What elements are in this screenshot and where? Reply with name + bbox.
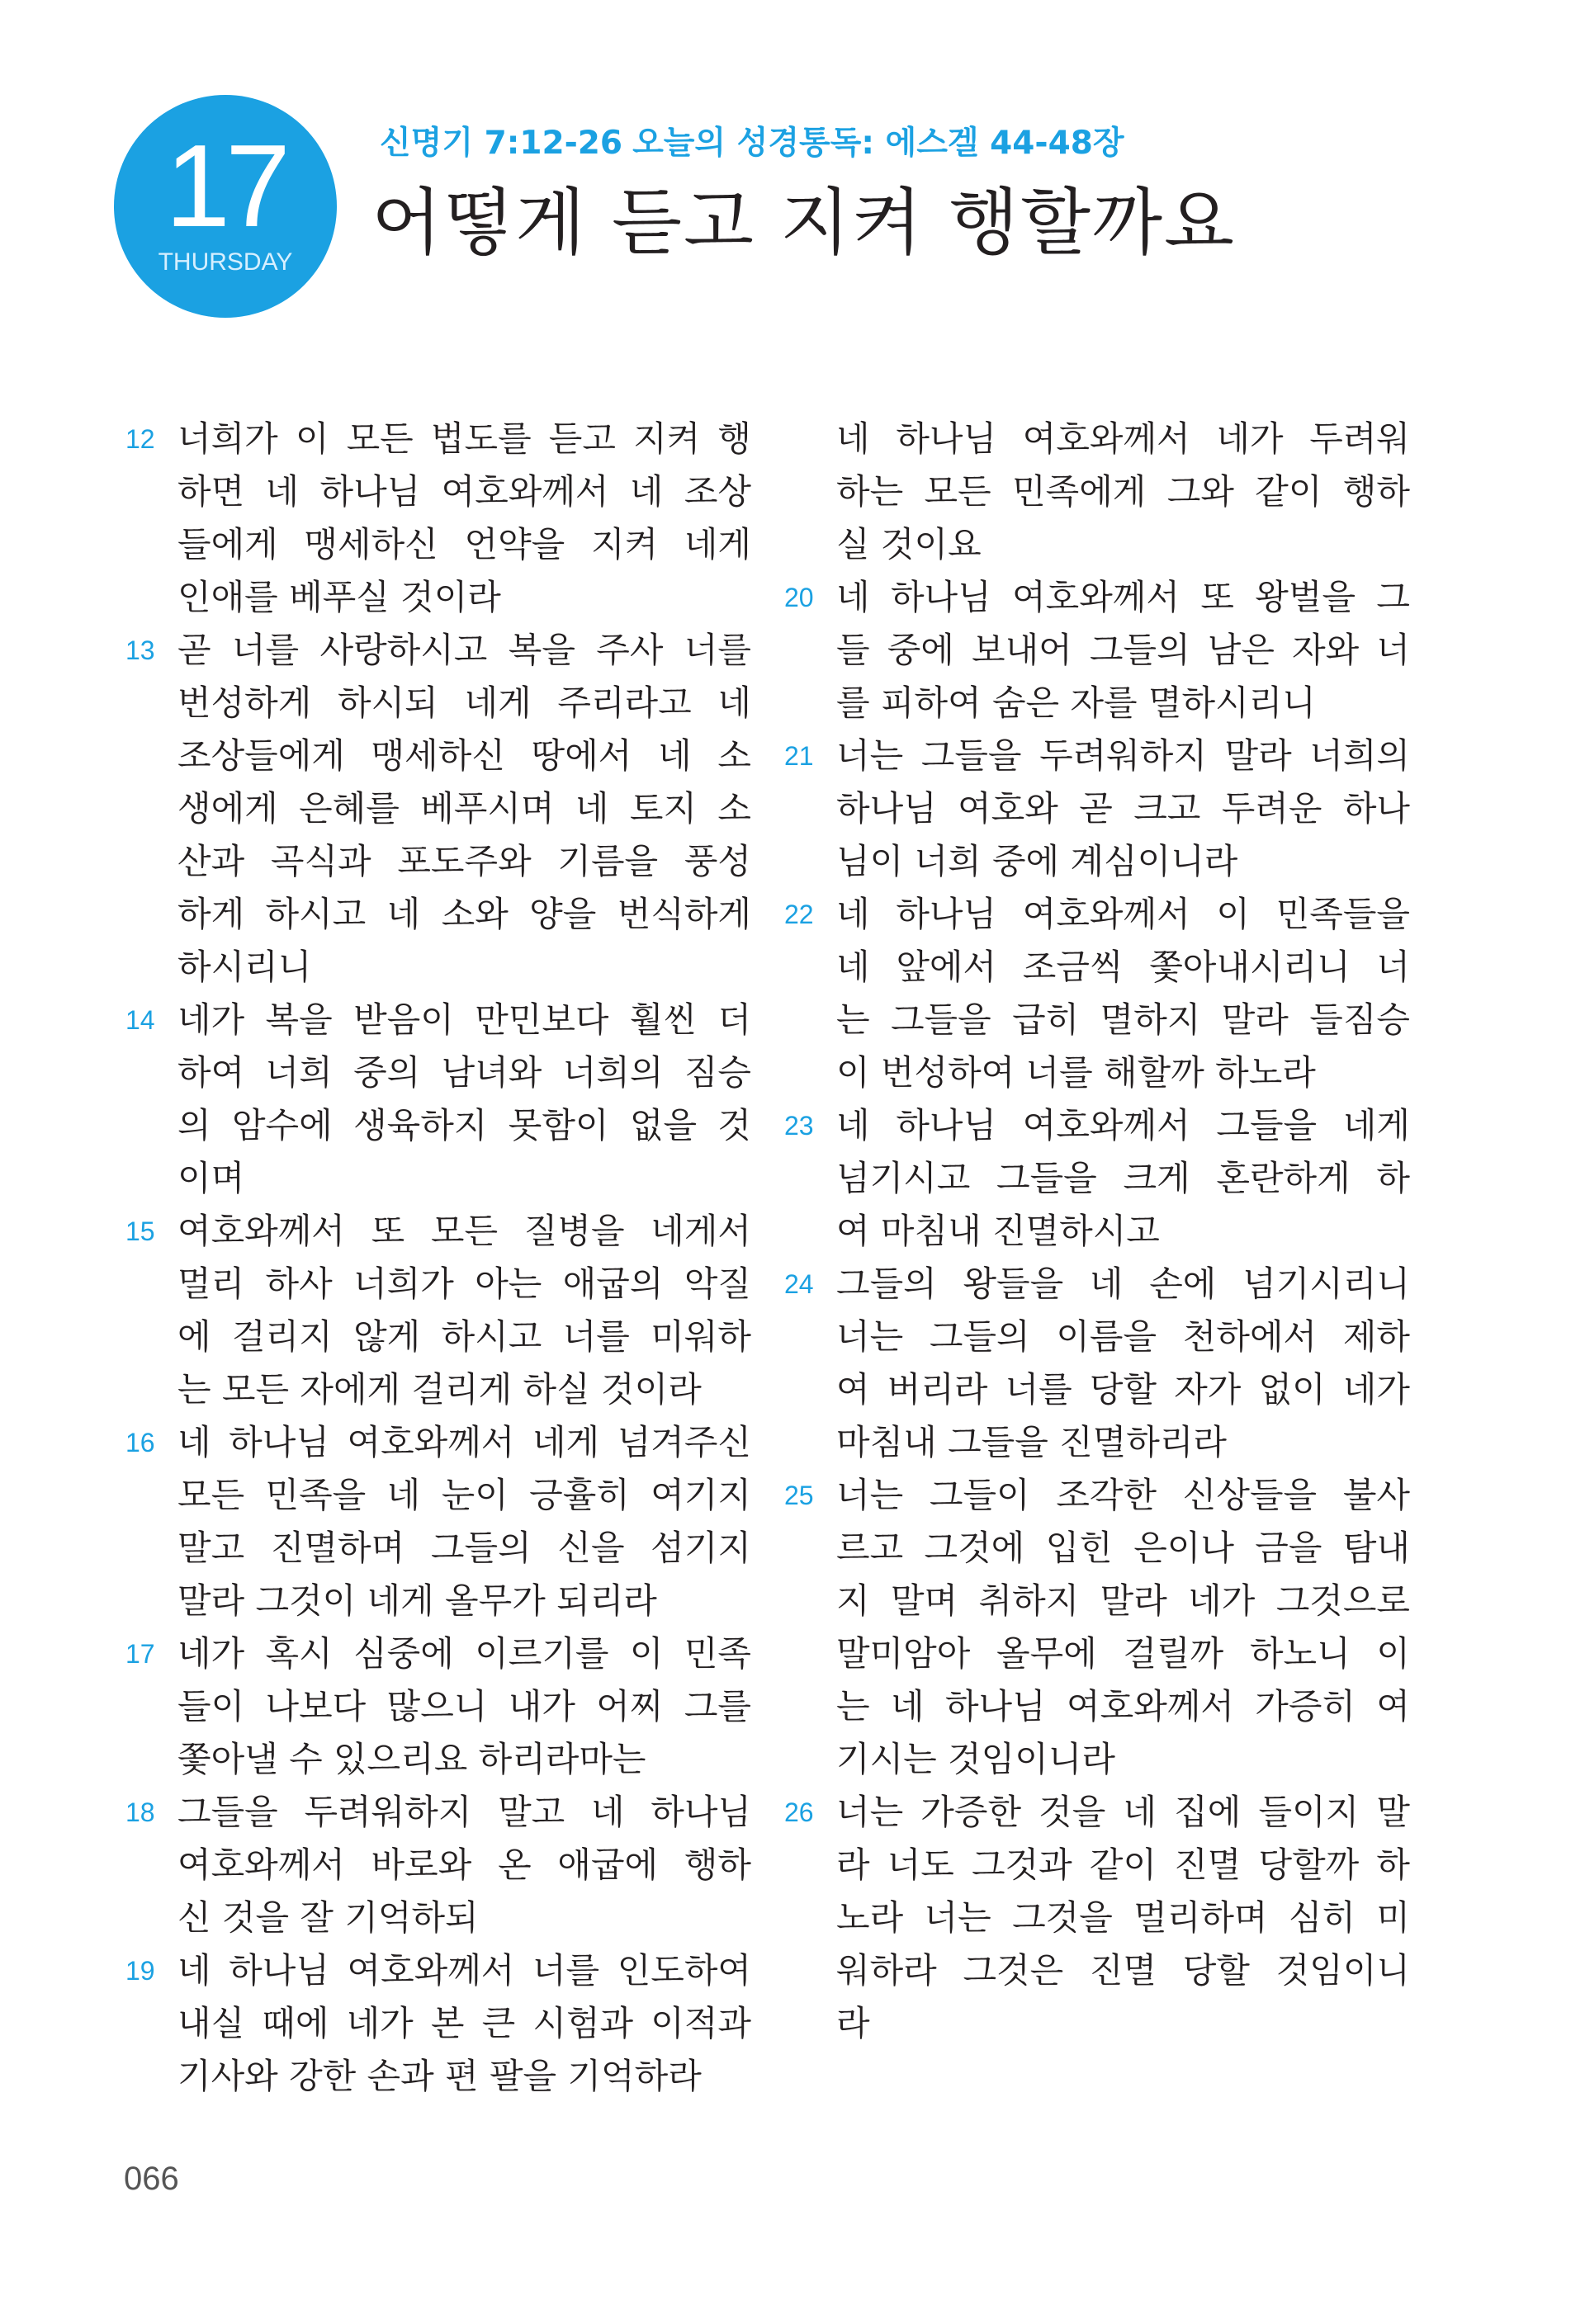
verse-line: 너희가 이 모든 법도를 듣고 지켜 행 [177,418,751,459]
verse-block [124,413,751,624]
verse-line: 는 그들을 급히 멸하지 말라 들짐승 [836,999,1410,1040]
verse-line: 기시는 것임이니라 [836,1739,1115,1779]
verse-line: 하면 네 하나님 여호와께서 네 조상 [177,471,751,512]
verse-block [783,413,1410,571]
verse-line: 들에게 맹세하신 언약을 지켜 네게 [177,524,751,564]
verse-line: 네 앞에서 조금씩 쫓아내시리니 너 [836,947,1410,987]
verse-line: 여 버리라 너를 당할 자가 없이 네가 [836,1369,1410,1410]
verse-line: 의 암수에 생육하지 못함이 없을 것 [177,1105,751,1145]
verse-line: 쫓아낼 수 있으리요 하리라마는 [177,1739,646,1779]
verse-number: 15 [125,1216,155,1246]
verse-line: 너는 그들을 두려워하지 말라 너희의 [836,735,1410,776]
verse-line: 너는 그들의 이름을 천하에서 제하 [836,1316,1410,1357]
verse-line: 지 말며 취하지 말라 네가 그것으로 [836,1580,1410,1621]
verse-line: 인애를 베푸실 것이라 [177,577,501,617]
verse-line: 는 모든 자에게 걸리게 하실 것이라 [177,1369,702,1410]
verse-line: 말라 그것이 네게 올무가 되리라 [177,1580,657,1621]
verse-line: 들이 나보다 많으니 내가 어찌 그를 [177,1686,751,1726]
verse-line: 그들을 두려워하지 말고 네 하나님 [177,1792,751,1832]
verse-line: 번성하게 하시되 네게 주리라고 네 [177,683,751,723]
verse-line: 에 걸리지 않게 하시고 너를 미워하 [177,1316,751,1357]
verse-line: 내실 때에 네가 본 큰 시험과 이적과 [177,2003,751,2043]
verse-line: 곧 너를 사랑하시고 복을 주사 너를 [177,630,751,670]
verse-number: 24 [784,1269,814,1299]
verse-block [124,1416,751,1627]
verse-line: 네 하나님 여호와께서 네가 두려워 [836,418,1410,459]
verse-number: 22 [784,900,814,929]
scripture-reference: 신명기 7:12-26 [380,125,623,162]
verse-block [124,1205,751,1416]
verse-line: 너는 그들이 조각한 신상들을 불사 [836,1475,1410,1515]
verse-line: 여호와께서 또 모든 질병을 네게서 [177,1211,751,1251]
verse-block [783,1099,1410,1258]
page-title: 어떻게 듣고 지켜 행할까요 [371,180,1237,265]
verse-line: 넘기시고 그들을 크게 혼란하게 하 [836,1158,1410,1198]
reading-plan: 오늘의 성경통독: 에스겔 44-48장 [632,125,1124,162]
verse-number: 16 [125,1428,155,1457]
header-subtitle [380,124,1124,163]
verse-block [783,1258,1410,1469]
verse-line: 여호와께서 바로와 온 애굽에 행하 [177,1845,751,1885]
verse-line: 노라 너는 그것을 멀리하며 심히 미 [836,1897,1410,1938]
verse-line: 하여 너희 중의 남녀와 너희의 짐승 [177,1052,751,1093]
verse-line: 그들의 왕들을 네 손에 넘기시리니 [836,1264,1410,1304]
verse-number: 19 [125,1956,155,1986]
verse-block [783,571,1410,730]
verse-line: 를 피하여 숨은 자를 멸하시리니 [836,683,1316,723]
verse-line: 모든 민족을 네 눈이 긍휼히 여기지 [177,1475,751,1515]
verse-number: 18 [125,1797,155,1827]
verse-line: 라 [836,2003,870,2043]
verse-block [124,1627,751,1786]
verse-line: 말고 진멸하며 그들의 신을 섬기지 [177,1528,751,1568]
verse-number: 25 [784,1481,814,1510]
verse-line: 마침내 그들을 진멸하리라 [836,1422,1227,1462]
verse-block [124,624,751,994]
page-number: 066 [124,2161,179,2197]
verse-line: 너는 가증한 것을 네 집에 들이지 말 [836,1792,1410,1832]
verse-line: 네가 혹시 심중에 이르기를 이 민족 [177,1633,751,1674]
verse-block [783,1469,1410,1786]
verse-number: 23 [784,1111,814,1141]
verse-line: 실 것이요 [836,524,982,564]
verse-line: 네 하나님 여호와께서 또 왕벌을 그 [836,577,1410,617]
verse-number: 26 [784,1797,814,1827]
verse-line: 이 번성하여 너를 해할까 하노라 [836,1052,1316,1093]
right-column [783,413,1410,2050]
verse-block [124,1944,751,2103]
verse-line: 님이 너희 중에 계심이니라 [836,841,1238,881]
verse-line: 멀리 하사 너희가 아는 애굽의 악질 [177,1264,751,1304]
verse-line: 산과 곡식과 포도주와 기름을 풍성 [177,841,751,881]
verse-block [124,994,751,1205]
verse-line: 네 하나님 여호와께서 네게 넘겨주신 [177,1422,751,1462]
verse-number: 13 [125,635,155,665]
verse-line: 네 하나님 여호와께서 너를 인도하여 [177,1950,751,1991]
verse-line: 하시리니 [177,947,312,987]
verse-block [783,730,1410,888]
verse-line: 들 중에 보내어 그들의 남은 자와 너 [836,630,1410,670]
verse-line: 하나님 여호와 곧 크고 두려운 하나 [836,788,1410,829]
date-number: 17 [165,120,286,252]
verse-line: 라 너도 그것과 같이 진멸 당할까 하 [836,1845,1410,1885]
verse-line: 말미암아 올무에 걸릴까 하노니 이 [836,1633,1410,1674]
verse-line: 하게 하시고 네 소와 양을 번식하게 [177,894,751,934]
verse-line: 네가 복을 받음이 만민보다 훨씬 더 [177,999,751,1040]
verse-number: 21 [784,741,814,771]
left-column [124,413,751,2103]
verse-number: 17 [125,1639,155,1669]
verse-block [783,1786,1410,2050]
verse-line: 생에게 은혜를 베푸시며 네 토지 소 [177,788,751,829]
verse-line: 르고 그것에 입힌 은이나 금을 탐내 [836,1528,1410,1568]
verse-line: 신 것을 잘 기억하되 [177,1897,479,1938]
verse-number: 12 [125,424,155,454]
verse-line: 는 네 하나님 여호와께서 가증히 여 [836,1686,1410,1726]
verse-number: 20 [784,583,814,612]
date-badge [114,95,337,318]
verse-line: 이며 [177,1158,245,1198]
verse-line: 하는 모든 민족에게 그와 같이 행하 [836,471,1410,512]
verse-block [783,888,1410,1099]
verse-line: 여 마침내 진멸하시고 [836,1211,1160,1251]
verse-line: 기사와 강한 손과 편 팔을 기억하라 [177,2056,702,2096]
verse-line: 워하라 그것은 진멸 당할 것임이니 [836,1950,1410,1991]
verse-line: 네 하나님 여호와께서 그들을 네게 [836,1105,1410,1145]
verse-block [124,1786,751,1944]
weekday-label: THURSDAY [158,248,293,276]
verse-line: 네 하나님 여호와께서 이 민족들을 [836,894,1410,934]
verse-number: 14 [125,1005,155,1035]
verse-line: 조상들에게 맹세하신 땅에서 네 소 [177,735,751,776]
